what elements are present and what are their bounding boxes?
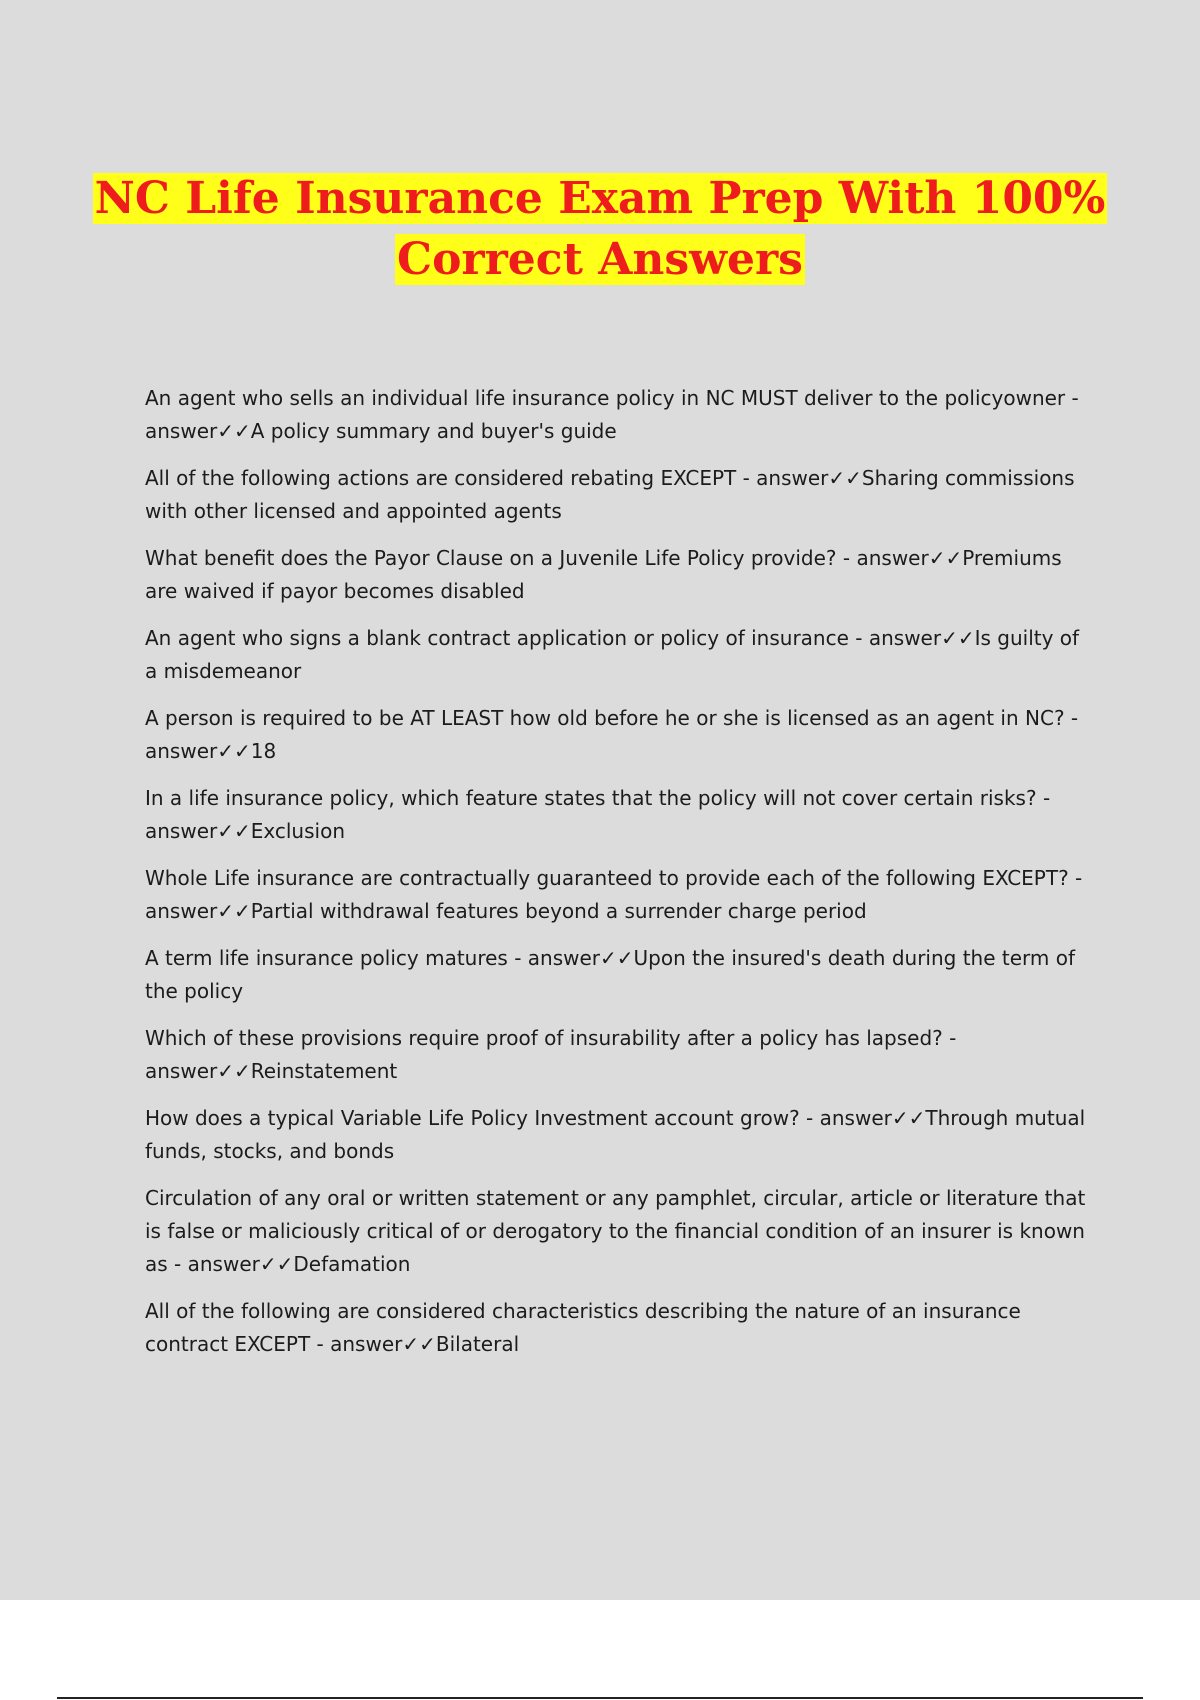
footer-divider bbox=[57, 1697, 1143, 1699]
question-answer-list bbox=[145, 382, 1090, 1375]
qa-item-4: An agent who signs a blank contract application or policy of insurance - answer✓✓Is guilty of a misdemeanor bbox=[145, 626, 1080, 683]
qa-item-8: A term life insurance policy matures - answer✓✓Upon the insured's death during the term of the policy bbox=[145, 946, 1076, 1003]
qa-item-7: Whole Life insurance are contractually guaranteed to provide each of the following EXCEPT? - answer✓✓Partial withdrawal features beyond a surrender charge period bbox=[145, 866, 1083, 923]
qa-item-11: Circulation of any oral or written statement or any pamphlet, circular, article or literature that is false or maliciously critical of or derogatory to the financial condition of an insurer is known as - answer✓✓Defamation bbox=[145, 1186, 1086, 1276]
qa-item-9: Which of these provisions require proof of insurability after a policy has lapsed? - answer✓✓Reinstatement bbox=[145, 1026, 957, 1083]
qa-item-1: An agent who sells an individual life insurance policy in NC MUST deliver to the policyowner - answer✓✓A policy summary and buyer's guide bbox=[145, 386, 1079, 443]
title-line-1: NC Life Insurance Exam Prep With 100% bbox=[94, 173, 1106, 224]
title-line-2: Correct Answers bbox=[397, 234, 803, 285]
qa-item-5: A person is required to be AT LEAST how old before he or she is licensed as an agent in NC? - answer✓✓18 bbox=[145, 706, 1079, 763]
qa-item-3: What benefit does the Payor Clause on a Juvenile Life Policy provide? - answer✓✓Premiums are waived if payor becomes disabled bbox=[145, 546, 1062, 603]
qa-item-6: In a life insurance policy, which feature states that the policy will not cover certain risks? - answer✓✓Exclusion bbox=[145, 786, 1051, 843]
qa-item-10: How does a typical Variable Life Policy Investment account grow? - answer✓✓Through mutual funds, stocks, and bonds bbox=[145, 1106, 1086, 1163]
qa-item-12: All of the following are considered characteristics describing the nature of an insurance contract EXCEPT - answer✓✓Bilateral bbox=[145, 1299, 1021, 1356]
qa-item-2: All of the following actions are considered rebating EXCEPT - answer✓✓Sharing commissions with other licensed and appointed agents bbox=[145, 466, 1075, 523]
document-title bbox=[0, 168, 1200, 290]
